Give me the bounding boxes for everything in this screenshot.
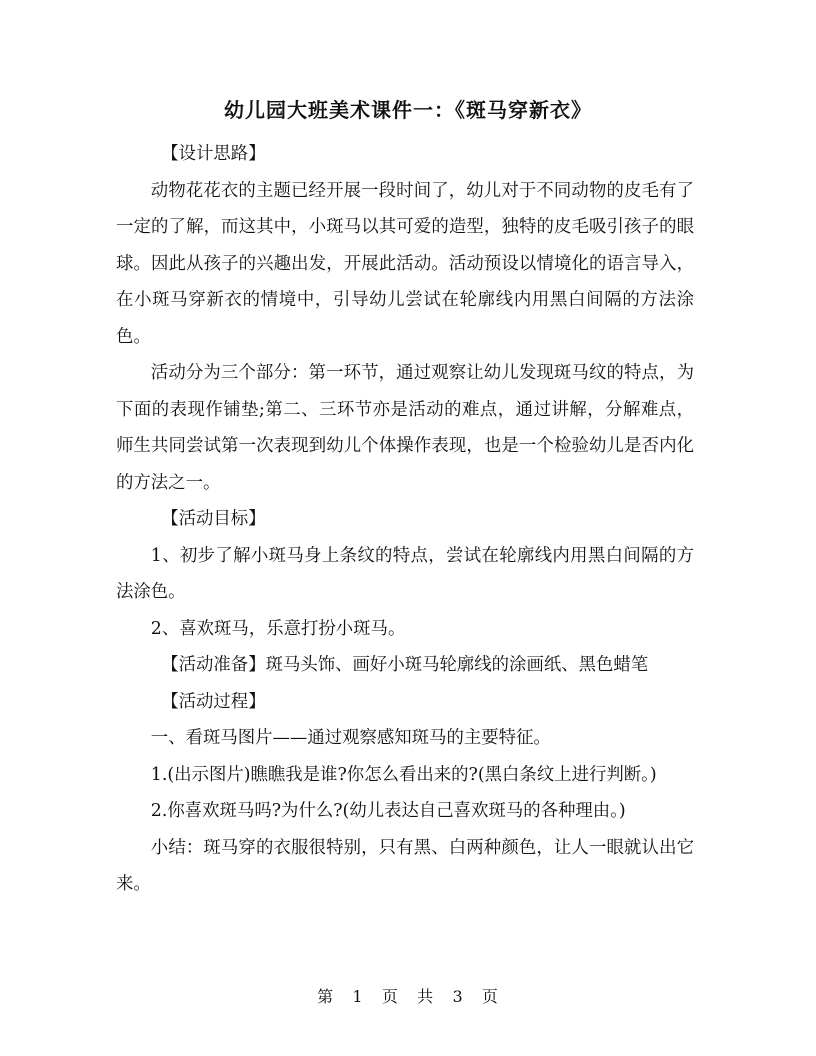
page-label-prefix: 第 (317, 987, 335, 1006)
document-body (116, 136, 694, 903)
paragraph: 小结：斑马穿的衣服很特别，只有黑、白两种颜色，让人一眼就认出它来。 (116, 837, 694, 894)
paragraph: 动物花花衣的主题已经开展一段时间了，幼儿对于不同动物的皮毛有了一定的了解，而这其中，小斑马以其可爱的造型，独特的皮毛吸引孩子的眼球。因此从孩子的兴趣出发，开展此活动。活动预设以情境化的语言导入，在小斑马穿新衣的情境中，引导幼儿尝试在轮廓线内用黑白间隔的方法涂色。 (116, 180, 694, 347)
paragraph: 活动分为三个部分：第一环节，通过观察让幼儿发现斑马纹的特点，为下面的表现作铺垫;第二、三环节亦是活动的难点，通过讲解，分解难点，师生共同尝试第一次表现到幼儿个体操作表现，也是一个检验幼儿是否内化的方法之一。 (116, 363, 694, 493)
page-footer (0, 985, 816, 1009)
paragraph: 2、喜欢斑马，乐意打扮小斑马。 (150, 618, 406, 639)
paragraph: 一、看斑马图片——通过观察感知斑马的主要特征。 (150, 728, 551, 748)
section-heading-preparation: 【活动准备】斑马头饰、画好小斑马轮廓线的涂画纸、黑色蜡笔 (161, 655, 649, 675)
page-unit: 页 (381, 987, 399, 1006)
current-page-number: 1 (352, 987, 364, 1006)
paragraph: 1.(出示图片)瞧瞧我是谁?你怎么看出来的?(黑白条纹上进行判断。) (150, 764, 657, 785)
paragraph: 1、初步了解小斑马身上条纹的特点，尝试在轮廓线内用黑白间隔的方法涂色。 (116, 545, 694, 602)
paragraph: 2.你喜欢斑马吗?为什么?(幼儿表达自己喜欢斑马的各种理由。) (150, 801, 626, 821)
document-title: 幼儿园大班美术课件一：《斑马穿新衣》 (224, 98, 592, 122)
section-heading-design: 【设计思路】 (161, 144, 266, 164)
total-label-prefix: 共 (417, 987, 435, 1006)
section-heading-goals: 【活动目标】 (161, 509, 266, 529)
section-heading-process: 【活动过程】 (161, 691, 266, 712)
total-page-unit: 页 (481, 987, 499, 1006)
total-pages-number: 3 (452, 987, 464, 1006)
